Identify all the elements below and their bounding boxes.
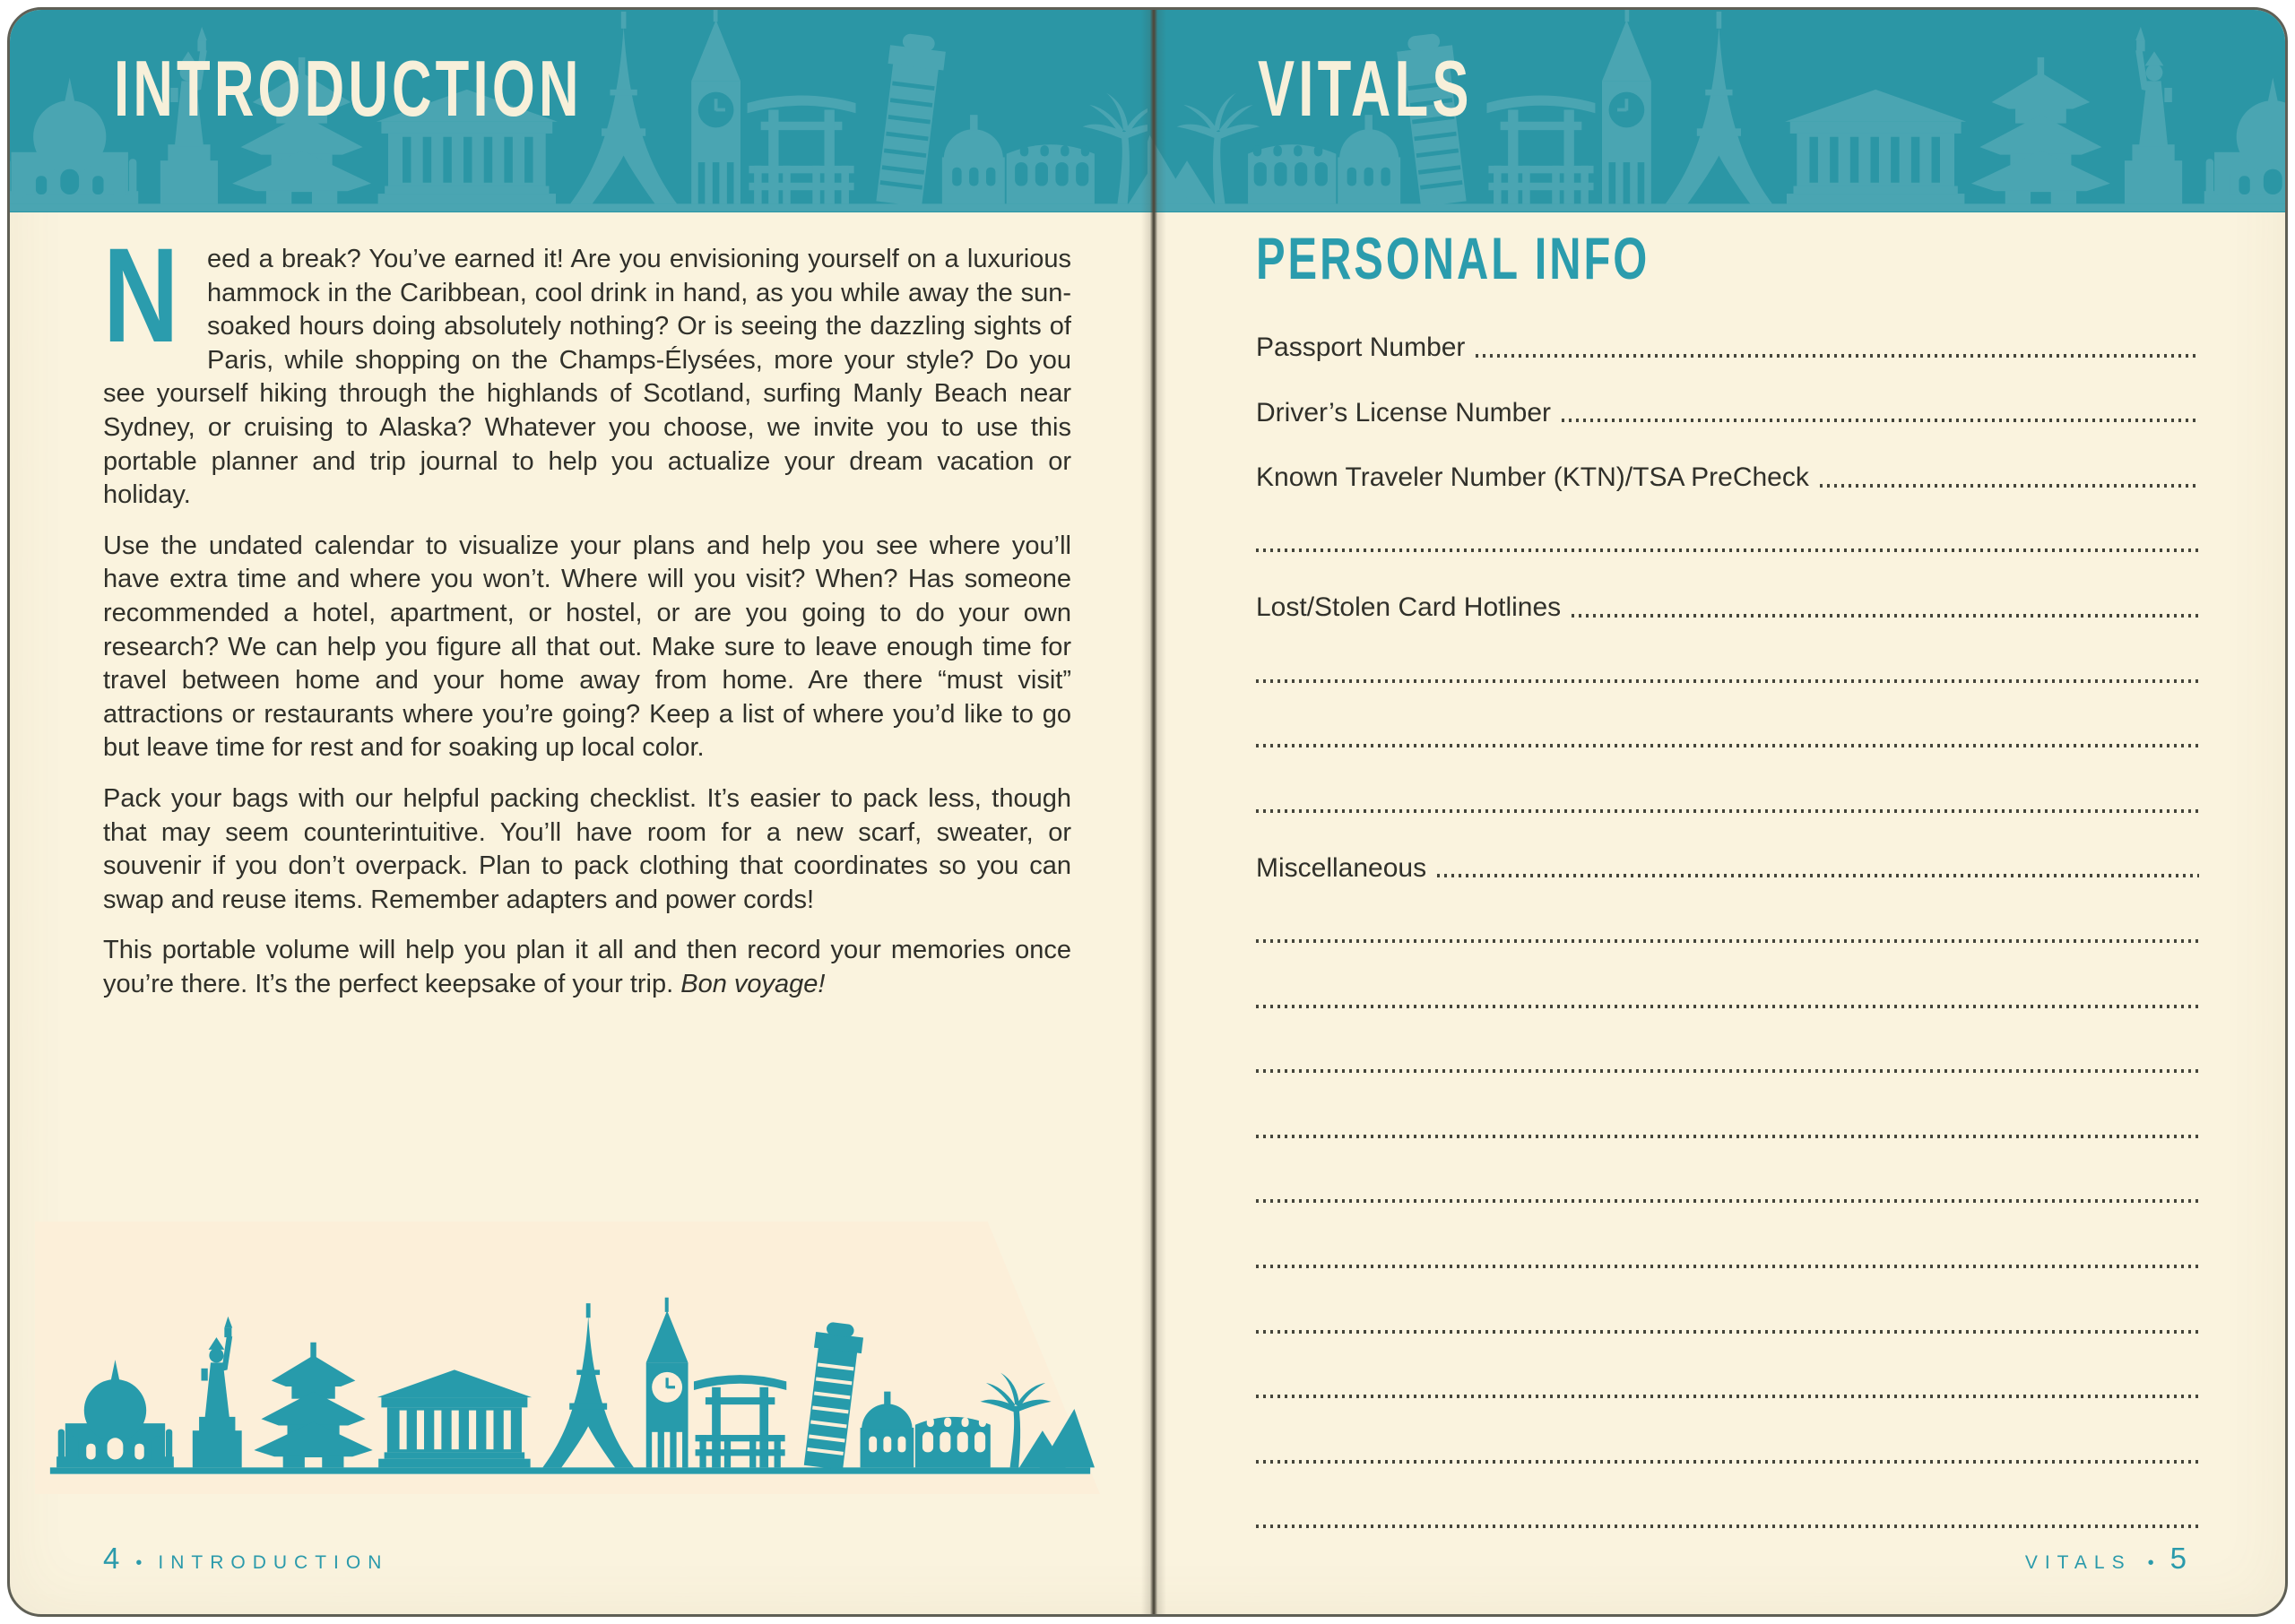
field-label: Driver’s License Number bbox=[1256, 397, 1552, 428]
field-row-card-hotlines bbox=[1256, 558, 2199, 624]
dotted-writing-line bbox=[1256, 549, 2199, 552]
field-label: Known Traveler Number (KTN)/TSA PreCheck bbox=[1256, 462, 1809, 493]
field-label: Lost/Stolen Card Hotlines bbox=[1256, 592, 1562, 623]
paragraph bbox=[103, 934, 1071, 1001]
dotted-writing-line bbox=[1256, 1460, 2199, 1464]
field-row-blank bbox=[1256, 1015, 2199, 1080]
personal-info-heading: PERSONAL INFO bbox=[1256, 225, 1650, 291]
left-page-title: INTRODUCTION bbox=[114, 44, 583, 133]
dotted-writing-line bbox=[1256, 809, 2199, 813]
world-landmarks-skyline-icon bbox=[46, 1263, 1095, 1480]
paragraph: Use the undated calendar to visualize your plans and help you see where you’ll have extra time and where you won’t. Where will you visit? When? Has someone recommended a hotel, apartment, or hostel, or are you going to do your own research? We can help you figure all that out. Make sure to leave enough time for travel between home and your home away from home. Are there “must visit” attractions or restaurants where you’re going? Keep a list of where you’d like to go but leave time for rest and for soaking up local color. bbox=[103, 531, 1071, 763]
field-row-blank bbox=[1256, 1079, 2199, 1145]
right-page-title: VITALS bbox=[1258, 44, 1473, 133]
dotted-writing-line bbox=[1256, 1135, 2199, 1138]
bon-voyage-italic: Bon voyage! bbox=[680, 969, 826, 998]
personal-info-fields bbox=[1256, 298, 2199, 1534]
dotted-writing-line bbox=[1256, 1330, 2199, 1334]
dotted-writing-line bbox=[1256, 1525, 2199, 1528]
field-row-blank bbox=[1256, 1404, 2199, 1470]
dotted-writing-line bbox=[1572, 614, 2199, 618]
dotted-writing-line bbox=[1256, 679, 2199, 683]
field-row-blank bbox=[1256, 1340, 2199, 1405]
dotted-writing-line bbox=[1256, 1199, 2199, 1203]
field-row-blank bbox=[1256, 754, 2199, 819]
field-label: Passport Number bbox=[1256, 333, 1466, 363]
field-label: Miscellaneous bbox=[1256, 852, 1427, 883]
paragraph-text: eed a break? You’ve earned it! Are you envisioning yourself on a luxurious hammock in the Caribbean, cool drink in hand, as you while away the sun-soaked hours doing absolutely nothing? Or is seeing the dazzling sights of Paris, while shopping on the Champs-Élysées, more your style? Do you see yourself hiking through the highlands of Scotland, surfing Manly Beach near Sydney, or cruising to Alaska? Whatever you choose, we invite you to use this portable planner and trip journal to help you actualize your dream vacation or holiday. bbox=[103, 245, 1071, 510]
dotted-writing-line bbox=[1256, 1005, 2199, 1008]
field-row-drivers-license bbox=[1256, 364, 2199, 429]
paragraph: Pack your bags with our helpful packing checklist. It’s easier to pack less, though that may seem counterintuitive. You’ll have room for a new scarf, sweater, or souvenir if you don’t overpack. Plan to pack clothing that coordinates so you can swap and reuse items. Remember adapters and power cords! bbox=[103, 783, 1071, 914]
field-row-ktn bbox=[1256, 428, 2199, 494]
dotted-writing-line bbox=[1256, 1069, 2199, 1073]
field-row-blank bbox=[1256, 949, 2199, 1015]
dotted-writing-line bbox=[1562, 419, 2199, 422]
dotted-writing-line bbox=[1820, 484, 2199, 488]
paragraph bbox=[103, 220, 1071, 513]
right-page-footer bbox=[2025, 1543, 2187, 1573]
field-row-miscellaneous bbox=[1256, 819, 2199, 885]
field-row-blank bbox=[1256, 1209, 2199, 1274]
footer-section-name: INTRODUCTION bbox=[158, 1552, 389, 1573]
drop-cap: N bbox=[103, 220, 179, 370]
dotted-writing-line bbox=[1437, 874, 2199, 877]
dotted-writing-line bbox=[1256, 939, 2199, 943]
book-spine-gutter bbox=[1141, 10, 1166, 1614]
introduction-body bbox=[103, 220, 1071, 1018]
field-row-passport bbox=[1256, 298, 2199, 364]
dotted-writing-line bbox=[1476, 354, 2199, 358]
footer-separator-dot: • bbox=[135, 1553, 143, 1573]
field-row-blank bbox=[1256, 1274, 2199, 1340]
dotted-writing-line bbox=[1256, 1265, 2199, 1268]
field-row-blank bbox=[1256, 689, 2199, 755]
paragraph-text: This portable volume will help you plan it all and then record your memories once you’re there. It’s the perfect keepsake of your trip. bbox=[103, 936, 1071, 998]
field-row-blank bbox=[1256, 494, 2199, 559]
dotted-writing-line bbox=[1256, 744, 2199, 747]
page-number: 5 bbox=[2169, 1542, 2187, 1575]
left-page-footer bbox=[103, 1543, 388, 1573]
field-row-blank bbox=[1256, 624, 2199, 689]
planner-book-spread bbox=[7, 7, 2288, 1617]
footer-section-name: VITALS bbox=[2024, 1552, 2132, 1573]
field-row-blank bbox=[1256, 1470, 2199, 1535]
page-number: 4 bbox=[103, 1542, 120, 1575]
field-row-blank bbox=[1256, 884, 2199, 949]
field-row-blank bbox=[1256, 1145, 2199, 1210]
landmarks-illustration bbox=[35, 1222, 1105, 1494]
dotted-writing-line bbox=[1256, 1395, 2199, 1398]
footer-separator-dot: • bbox=[2147, 1553, 2154, 1573]
